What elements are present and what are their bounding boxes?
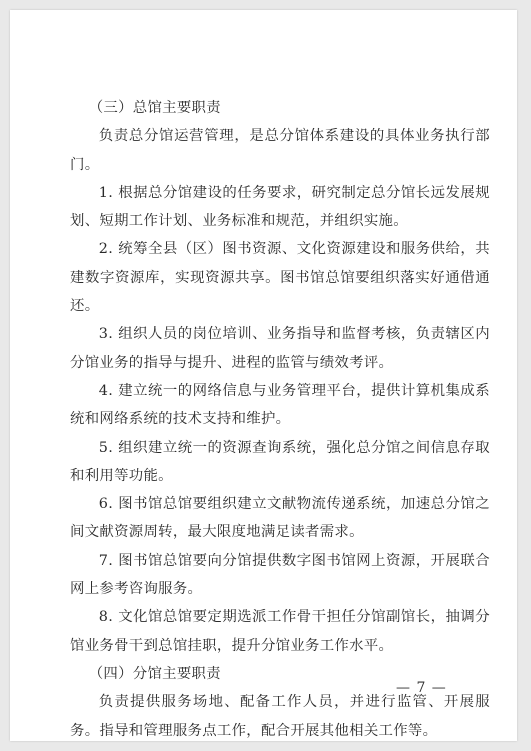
list-item-3: 3. 组织人员的岗位培训、业务指导和监督考核，负责辖区内分馆业务的指导与提升、进程的监管与绩效考评。 <box>70 326 490 371</box>
list-item-7: 7. 图书馆总馆要向分馆提供数字图书馆网上资源，开展联合网上参考咨询服务。 <box>70 552 490 598</box>
document-body <box>70 94 490 745</box>
document-page <box>10 10 517 741</box>
section-heading-4: （四）分馆主要职责 <box>88 665 221 682</box>
list-item-8: 8. 文化馆总馆要定期选派工作骨干担任分馆副馆长，抽调分馆业务骨干到总馆挂职，提升分馆业务工作水平。 <box>70 609 490 654</box>
list-item-6: 6. 图书馆总馆要组织建立文献物流传递系统，加速总分馆之间文献资源周转，最大限度地满足读者需求。 <box>70 496 490 541</box>
list-item-1: 1. 根据总分馆建设的任务要求，研究制定总分馆长远发展规划、短期工作计划、业务标准和规范，并组织实施。 <box>70 184 490 230</box>
section-heading-3: （三）总馆主要职责 <box>88 100 221 116</box>
page-number: — 7 — <box>396 680 447 696</box>
paragraph-intro: 负责总分馆运营管理，是总分馆体系建设的具体业务执行部门。 <box>70 128 490 173</box>
list-item-2: 2. 统筹全县（区）图书资源、文化资源建设和服务供给，共建数字资源库，实现资源共享。图书馆总馆要组织落实好通借通还。 <box>70 241 490 315</box>
list-item-4: 4. 建立统一的网络信息与业务管理平台，提供计算机集成系统和网络系统的技术支持和维护。 <box>70 382 490 428</box>
list-item-5: 5. 组织建立统一的资源查询系统，强化总分馆之间信息存取和利用等功能。 <box>70 439 490 484</box>
paragraph-branch: 负责提供服务场地、配备工作人员，并进行监管、开展服务。指导和管理服务点工作，配合开展其他相关工作等。 <box>70 694 490 739</box>
